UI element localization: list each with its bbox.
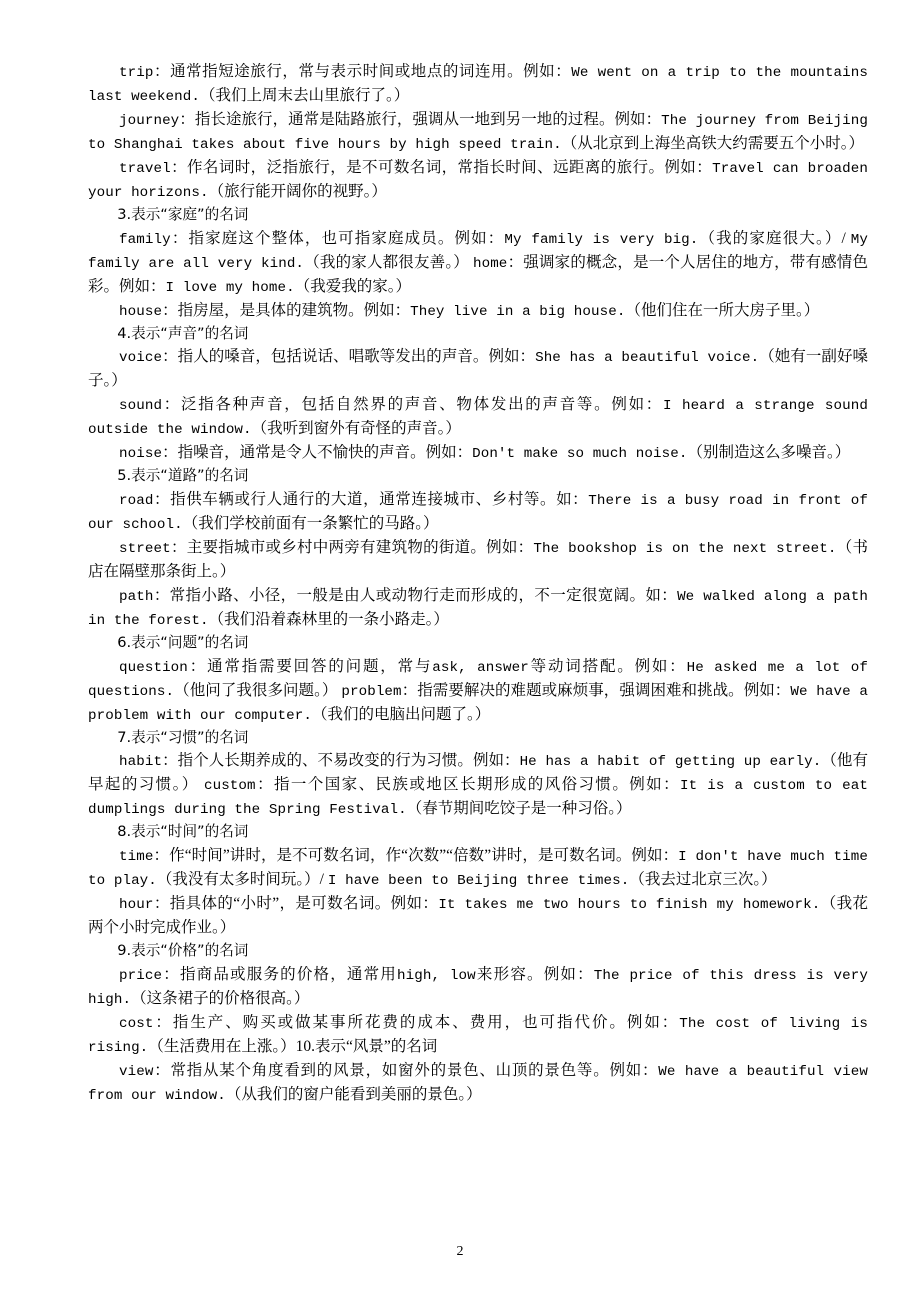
heading-family-nouns: 3.表示“家庭”的名词 (117, 206, 249, 224)
entry-time: time：作“时间”讲时，是不可数名词，作“次数”“倍数”讲时，是可数名词。例如：I don't have much time to play.（我没有太多时间玩。）/ I have been to Beijing three times.（我去过北京三次。） (88, 847, 868, 890)
entry-travel: travel：作名词时，泛指旅行，是不可数名词，常指长时间、远距离的旅行。例如：Travel can broaden your horizons.（旅行能开阔你的视野。） (88, 159, 868, 202)
entry-trip: trip：通常指短途旅行，常与表示时间或地点的词连用。例如：We went on a trip to the mountains last weekend.（我们上周末去山里旅行了。） (88, 63, 868, 106)
heading-time-nouns: 8.表示“时间”的名词 (117, 823, 249, 841)
heading-voice-nouns: 4.表示“声音”的名词 (117, 324, 249, 342)
entry-habit: habit：指个人长期养成的、不易改变的行为习惯。例如：He has a habit of getting up early.（他有早起的习惯。） custom：指一个国家、民族或地区长期形成的风俗习惯。例如：It is a custom to eat dumplings during the Spring Festival.（春节期间吃饺子是一种习俗。） (88, 752, 868, 819)
page-number: 2 (456, 1244, 464, 1259)
entry-voice: voice：指人的嗓音，包括说话、唱歌等发出的声音。例如：She has a beautiful voice.（她有一副好嗓子。） (88, 348, 868, 390)
entry-cost: cost：指生产、购买或做某事所花费的成本、费用，也可指代价。例如：The cost of living is rising.（生活费用在上涨。）10.表示“风景”的名词 (88, 1013, 868, 1056)
heading-habit-nouns: 7.表示“习惯”的名词 (117, 728, 249, 746)
entry-path: path：常指小路、小径，一般是由人或动物行走而形成的，不一定很宽阔。如：We walked along a path in the forest.（我们沿着森林里的一条小路走。） (88, 587, 868, 630)
entry-price: price：指商品或服务的价格，通常用high, low来形容。例如：The price of this dress is very high.（这条裙子的价格很高。） (88, 965, 868, 1008)
entry-journey: journey：指长途旅行，通常是陆路旅行，强调从一地到另一地的过程。例如：The journey from Beijing to Shanghai takes about five hours by high speed train.（从北京到上海坐高铁大约需要五个小时。） (88, 111, 868, 154)
entry-house: house：指房屋，是具体的建筑物。例如：They live in a big house.（他们住在一所大房子里。） (119, 301, 820, 320)
entry-family: family：指家庭这个整体，也可指家庭成员。例如：My family is very big.（我的家庭很大。）/ My family are all very kind.（我的家人都很友善。） home：强调家的概念，是一个人居住的地方，带有感情色彩。例如：I love my home.（我爱我的家。） (88, 229, 868, 296)
heading-question-nouns: 6.表示“问题”的名词 (117, 634, 249, 652)
document-body (88, 60, 868, 1107)
heading-road-nouns: 5.表示“道路”的名词 (117, 467, 249, 485)
entry-sound: sound：泛指各种声音，包括自然界的声音、物体发出的声音等。例如：I heard a strange sound outside the window.（我听到窗外有奇怪的声音。） (88, 396, 868, 439)
entry-question: question：通常指需要回答的问题，常与ask, answer等动词搭配。例如：He asked me a lot of questions.（他问了我很多问题。） problem：指需要解决的难题或麻烦事，强调困难和挑战。例如：We have a problem with our computer.（我们的电脑出问题了。） (88, 657, 868, 724)
entry-hour: hour：指具体的“小时”，是可数名词。例如：It takes me two hours to finish my homework.（我花两个小时完成作业。） (88, 895, 868, 937)
entry-road: road：指供车辆或行人通行的大道，通常连接城市、乡村等。如：There is a busy road in front of our school.（我们学校前面有一条繁忙的马路。） (88, 491, 868, 534)
entry-noise: noise：指噪音，通常是令人不愉快的声音。例如：Don't make so much noise.（别制造这么多噪音。） (119, 444, 851, 463)
heading-price-nouns: 9.表示“价格”的名词 (117, 942, 249, 960)
entry-view: view：常指从某个角度看到的风景，如窗外的景色、山顶的景色等。例如：We have a beautiful view from our window.（从我们的窗户能看到美丽的景色。） (88, 1061, 868, 1104)
entry-street: street：主要指城市或乡村中两旁有建筑物的街道。例如：The bookshop is on the next street.（书店在隔壁那条街上。） (88, 539, 868, 581)
